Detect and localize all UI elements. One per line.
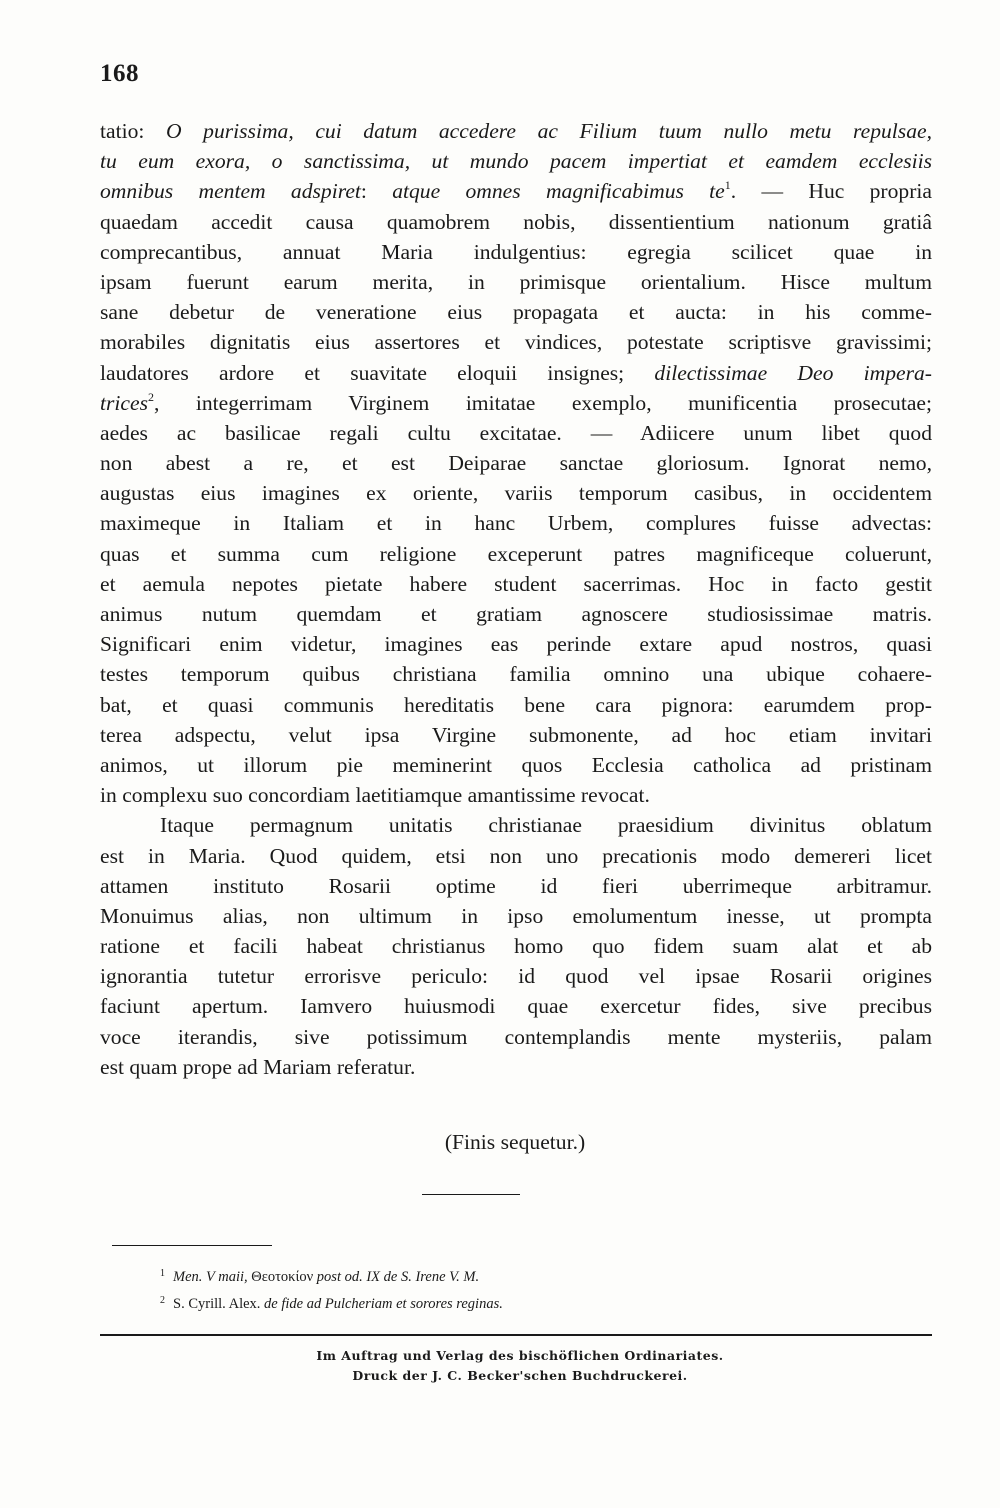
text-line xyxy=(100,237,932,267)
text-line xyxy=(100,1052,932,1082)
text-line xyxy=(100,871,932,901)
italic-text: atque omnes magnificabimus te xyxy=(392,179,725,204)
text-run: Itaque permagnum unitatis christianae praesidium divinitus oblatum xyxy=(160,813,932,838)
footnote-ref: 1 xyxy=(724,178,731,193)
text-line xyxy=(100,448,932,478)
text-run: S. Cyrill. Alex. xyxy=(173,1296,265,1312)
text-line xyxy=(100,418,932,448)
text-run: aedes ac basilicae regali cultu excitatae. — Adiicere unum libet quod xyxy=(100,420,932,445)
text-run: Monuimus alias, non ultimum in ipso emolumentum inesse, ut prompta xyxy=(100,903,932,928)
text-line xyxy=(100,659,932,689)
italic-text: post od. IX de S. Irene V. M. xyxy=(316,1269,480,1285)
text-run: non abest a re, et est Deiparae sanctae gloriosum. Ignorat nemo, xyxy=(100,451,932,476)
text-line xyxy=(100,750,932,780)
italic-text: O purissima, cui datum accedere ac Filium tuum nullo metu repulsae, xyxy=(165,119,932,143)
text-line xyxy=(100,841,932,871)
text-line xyxy=(100,267,932,297)
text-run: augustas eius imagines ex oriente, variis temporum casibus, in occidentem xyxy=(100,481,932,506)
text-line xyxy=(100,599,932,629)
imprint-rule xyxy=(100,1334,932,1336)
text-line xyxy=(100,116,932,146)
text-run: ratione et facili habeat christianus homo quo fidem suam alat et ab xyxy=(100,934,932,959)
body-text xyxy=(100,116,932,1082)
text-line xyxy=(100,478,932,508)
text-run: : xyxy=(360,179,393,204)
text-run: maximeque in Italiam et in hanc Urbem, complures fuisse advectas: xyxy=(100,511,932,536)
text-run: ignorantia tutetur errorisve periculo: id quod vel ipsae Rosarii origines xyxy=(100,964,932,989)
footnote xyxy=(160,1262,503,1289)
text-run: animos, ut illorum pie meminerint quos Ecclesia catholica ad pristinam xyxy=(100,752,932,777)
imprint-line-publisher: Im Auftrag und Verlag des bischöflichen Ordinariates. xyxy=(316,1348,724,1363)
italic-text: dilectissimae Deo impera- xyxy=(654,360,932,385)
text-line xyxy=(100,629,932,659)
imprint-line-printer: Druck der J. C. Becker'schen Buchdruckerei. xyxy=(352,1368,688,1383)
text-run: in complexu suo concordiam laetitiamque amantissime revocat. xyxy=(100,783,650,808)
text-line xyxy=(100,569,932,599)
italic-text: tu eum exora, o sanctissima, ut mundo pacem impertiat et eamdem ecclesiis xyxy=(100,149,932,174)
text-run: faciunt apertum. Iamvero huiusmodi quae exercetur fides, sive precibus xyxy=(100,994,932,1019)
text-run: et aemula nepotes pietate habere student sacerrimas. Hoc in facto gestit xyxy=(100,571,932,596)
text-run: sane debetur de veneratione eius propagata et aucta: in his comme- xyxy=(100,300,932,325)
text-line xyxy=(100,207,932,237)
text-run: testes temporum quibus christiana familia omnino una ubique cohaere- xyxy=(100,662,932,687)
imprint xyxy=(0,1346,1000,1386)
footnote-ref: 2 xyxy=(147,389,154,404)
text-line xyxy=(100,780,932,810)
text-line xyxy=(100,297,932,327)
text-run: animus nutum quemdam et gratiam agnoscere studiosissimae matris. xyxy=(100,602,932,626)
text-run: Θεοτοκίον xyxy=(251,1269,317,1285)
footnote-mark: 2 xyxy=(160,1295,165,1306)
text-run: attamen instituto Rosarii optime id fieri uberrimeque arbitramur. xyxy=(100,873,932,898)
text-run: bat, et quasi communis hereditatis bene cara pignora: earumdem prop- xyxy=(100,692,932,717)
text-line xyxy=(100,1022,932,1052)
footnote xyxy=(160,1289,503,1316)
italic-text: trices xyxy=(100,390,148,415)
closing-rule xyxy=(422,1194,520,1195)
text-line xyxy=(100,327,932,357)
text-line xyxy=(100,508,932,538)
text-line xyxy=(100,539,932,569)
text-line xyxy=(100,720,932,750)
text-run: voce iterandis, sive potissimum contemplandis mente mysteriis, palam xyxy=(100,1024,932,1049)
footnotes xyxy=(160,1262,503,1316)
text-line xyxy=(100,146,932,176)
text-run: terea adspectu, velut ipsa Virgine submonente, ad hoc etiam invitari xyxy=(100,722,932,747)
text-line xyxy=(100,388,932,418)
text-run: ipsam fuerunt earum merita, in primisque orientalium. Hisce multum xyxy=(100,269,932,294)
italic-text: omnibus mentem adspiret xyxy=(100,179,361,204)
text-line xyxy=(100,358,932,388)
text-run: , integerrimam Virginem imitatae exemplo, munificentia prosecutae; xyxy=(153,390,932,415)
page-number: 168 xyxy=(100,60,139,87)
italic-text: Men. V maii, xyxy=(173,1269,252,1285)
footnote-rule xyxy=(112,1245,272,1246)
italic-text: de fide ad Pulcheriam et sorores reginas. xyxy=(264,1296,503,1312)
text-run: comprecantibus, annuat Maria indulgentius: egregia scilicet quae in xyxy=(100,239,932,264)
footnote-mark: 1 xyxy=(160,1268,165,1279)
text-run: tatio: xyxy=(100,119,166,143)
text-run: quas et summa cum religione exceperunt patres magnificeque coluerunt, xyxy=(100,541,932,566)
finis-note: (Finis sequetur.) xyxy=(444,1130,586,1154)
text-line xyxy=(100,690,932,720)
text-run: laudatores ardore et suavitate eloquii insignes; xyxy=(100,360,655,385)
text-line xyxy=(100,991,932,1021)
text-line xyxy=(100,810,932,840)
text-line xyxy=(100,961,932,991)
text-line xyxy=(100,931,932,961)
text-run: Significari enim videtur, imagines eas perinde extare apud nostros, quasi xyxy=(100,632,932,657)
text-run: est in Maria. Quod quidem, etsi non uno precationis modo demereri licet xyxy=(100,843,932,868)
text-line xyxy=(100,901,932,931)
text-run: morabiles dignitatis eius assertores et vindices, potestate scriptisve gravissimi; xyxy=(100,330,932,355)
text-line xyxy=(100,176,932,206)
text-run: . — Huc propria xyxy=(730,179,932,204)
text-run: est quam prope ad Mariam referatur. xyxy=(100,1054,416,1079)
text-run: quaedam accedit causa quamobrem nobis, dissentientium nationum gratiâ xyxy=(100,209,932,234)
